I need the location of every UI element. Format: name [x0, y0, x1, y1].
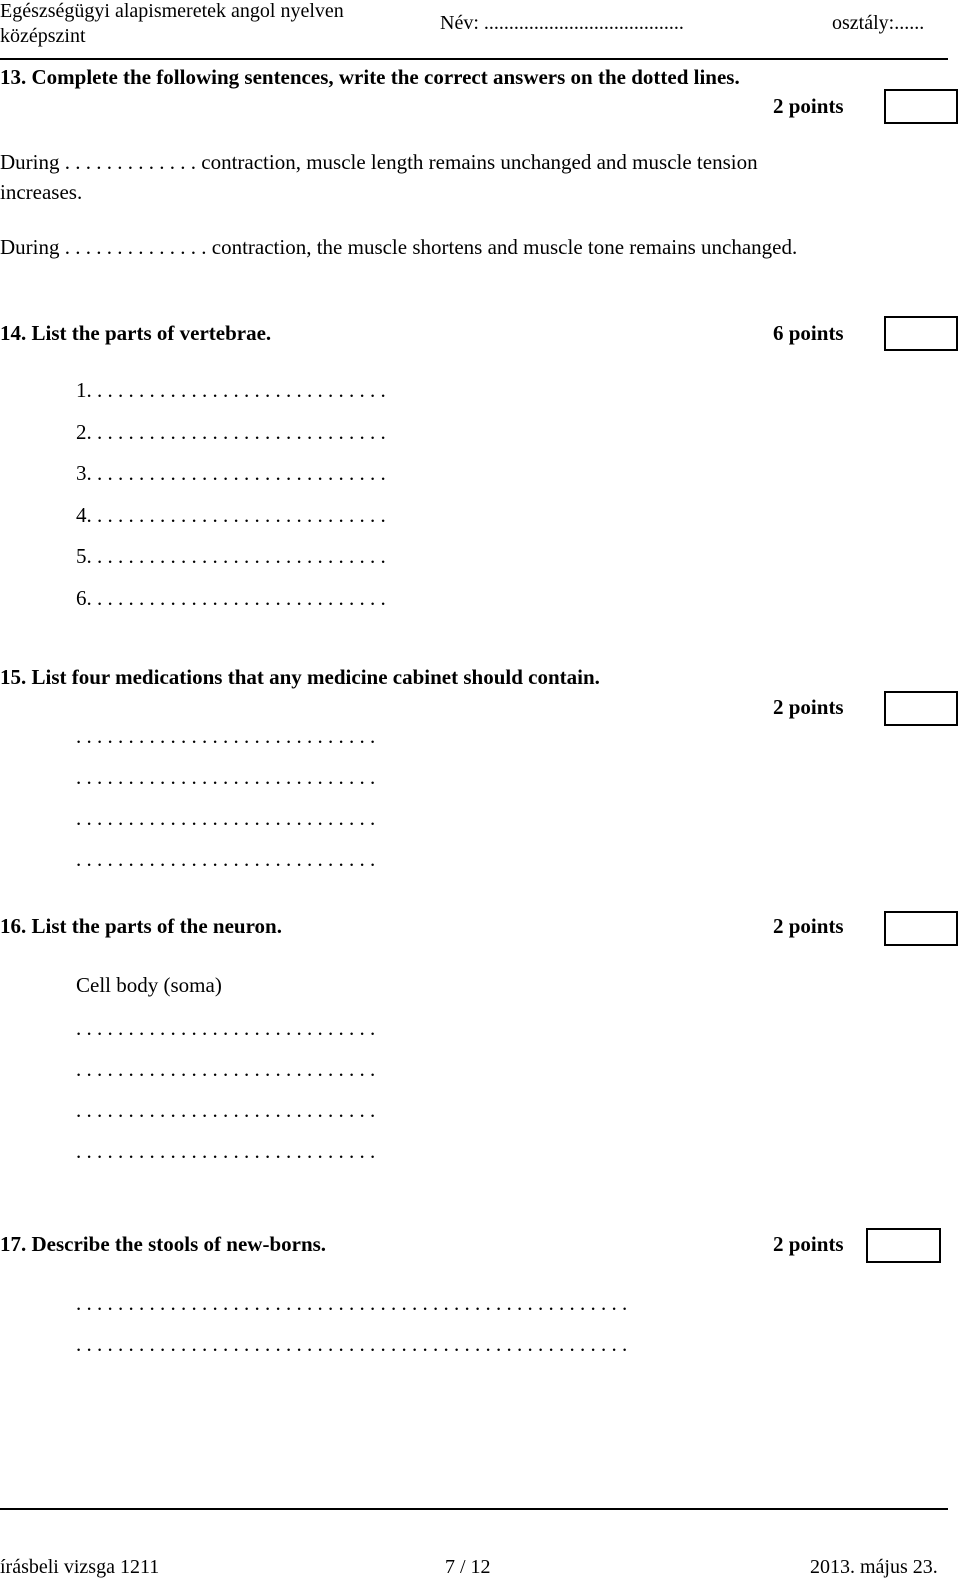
q14-item[interactable]: 3. . . . . . . . . . . . . . . . . . . . . . . . . . . . .: [76, 461, 386, 485]
q14-item[interactable]: 6. . . . . . . . . . . . . . . . . . . . . . . . . . . . .: [76, 586, 386, 610]
q16-answer-line[interactable]: . . . . . . . . . . . . . . . . . . . . . . . . . . . . .: [76, 1139, 376, 1163]
q14-item[interactable]: 2. . . . . . . . . . . . . . . . . . . . . . . . . . . . .: [76, 420, 386, 444]
footer-rule: [0, 1508, 948, 1510]
q14-score-box[interactable]: [884, 316, 958, 351]
q14-points: 6 points: [773, 321, 844, 345]
q16-answer-line[interactable]: . . . . . . . . . . . . . . . . . . . . . . . . . . . . .: [76, 1016, 376, 1040]
q16-given-part: Cell body (soma): [76, 973, 222, 997]
q16-points: 2 points: [773, 914, 844, 938]
q15-score-box[interactable]: [884, 691, 958, 726]
q17-title: 17. Describe the stools of new-borns.: [0, 1232, 327, 1256]
header-rule: [0, 58, 948, 60]
footer-page-number: 7 / 12: [445, 1556, 491, 1578]
q14-title: 14. List the parts of vertebrae.: [0, 321, 272, 345]
q15-title: 15. List four medications that any medicine cabinet should contain.: [0, 665, 600, 689]
q13-title: 13. Complete the following sentences, write the correct answers on the dotted lines.: [0, 65, 740, 89]
q15-answer-line[interactable]: . . . . . . . . . . . . . . . . . . . . . . . . . . . . .: [76, 806, 376, 830]
q14-item[interactable]: 5. . . . . . . . . . . . . . . . . . . . . . . . . . . . .: [76, 544, 386, 568]
q15-points: 2 points: [773, 695, 844, 719]
q15-answer-line[interactable]: . . . . . . . . . . . . . . . . . . . . . . . . . . . . .: [76, 765, 376, 789]
q17-score-box[interactable]: [866, 1228, 941, 1263]
q17-points: 2 points: [773, 1232, 844, 1256]
q17-answer-line[interactable]: . . . . . . . . . . . . . . . . . . . . . . . . . . . . . . . . . . . . . . . . . . . . . . . . . . . . .: [76, 1291, 628, 1315]
footer-exam-code: írásbeli vizsga 1211: [0, 1556, 160, 1578]
q17-answer-line[interactable]: . . . . . . . . . . . . . . . . . . . . . . . . . . . . . . . . . . . . . . . . . . . . . . . . . . . . .: [76, 1332, 628, 1356]
q13-sentence1[interactable]: During . . . . . . . . . . . . . contraction, muscle length remains unchanged and muscle tension: [0, 150, 758, 174]
q14-item[interactable]: 4. . . . . . . . . . . . . . . . . . . . . . . . . . . . .: [76, 503, 386, 527]
q16-score-box[interactable]: [884, 911, 958, 946]
q14-item[interactable]: 1. . . . . . . . . . . . . . . . . . . . . . . . . . . . .: [76, 378, 386, 402]
q16-answer-line[interactable]: . . . . . . . . . . . . . . . . . . . . . . . . . . . . .: [76, 1098, 376, 1122]
header-level: középszint: [0, 25, 86, 47]
q15-answer-line[interactable]: . . . . . . . . . . . . . . . . . . . . . . . . . . . . .: [76, 847, 376, 871]
q13-sentence2[interactable]: During . . . . . . . . . . . . . . contraction, the muscle shortens and muscle tone remains unchanged.: [0, 235, 798, 259]
q13-sentence1-cont: increases.: [0, 180, 83, 204]
q15-answer-line[interactable]: . . . . . . . . . . . . . . . . . . . . . . . . . . . . .: [76, 724, 376, 748]
footer-date: 2013. május 23.: [810, 1556, 938, 1578]
q16-answer-line[interactable]: . . . . . . . . . . . . . . . . . . . . . . . . . . . . .: [76, 1057, 376, 1081]
header-subject: Egészségügyi alapismeretek angol nyelven: [0, 0, 344, 22]
header-name-field[interactable]: Név: ........................................: [440, 12, 684, 34]
q13-points: 2 points: [773, 94, 844, 118]
header-class-field[interactable]: osztály:......: [832, 12, 925, 34]
q16-title: 16. List the parts of the neuron.: [0, 914, 282, 938]
q13-score-box[interactable]: [884, 89, 958, 124]
